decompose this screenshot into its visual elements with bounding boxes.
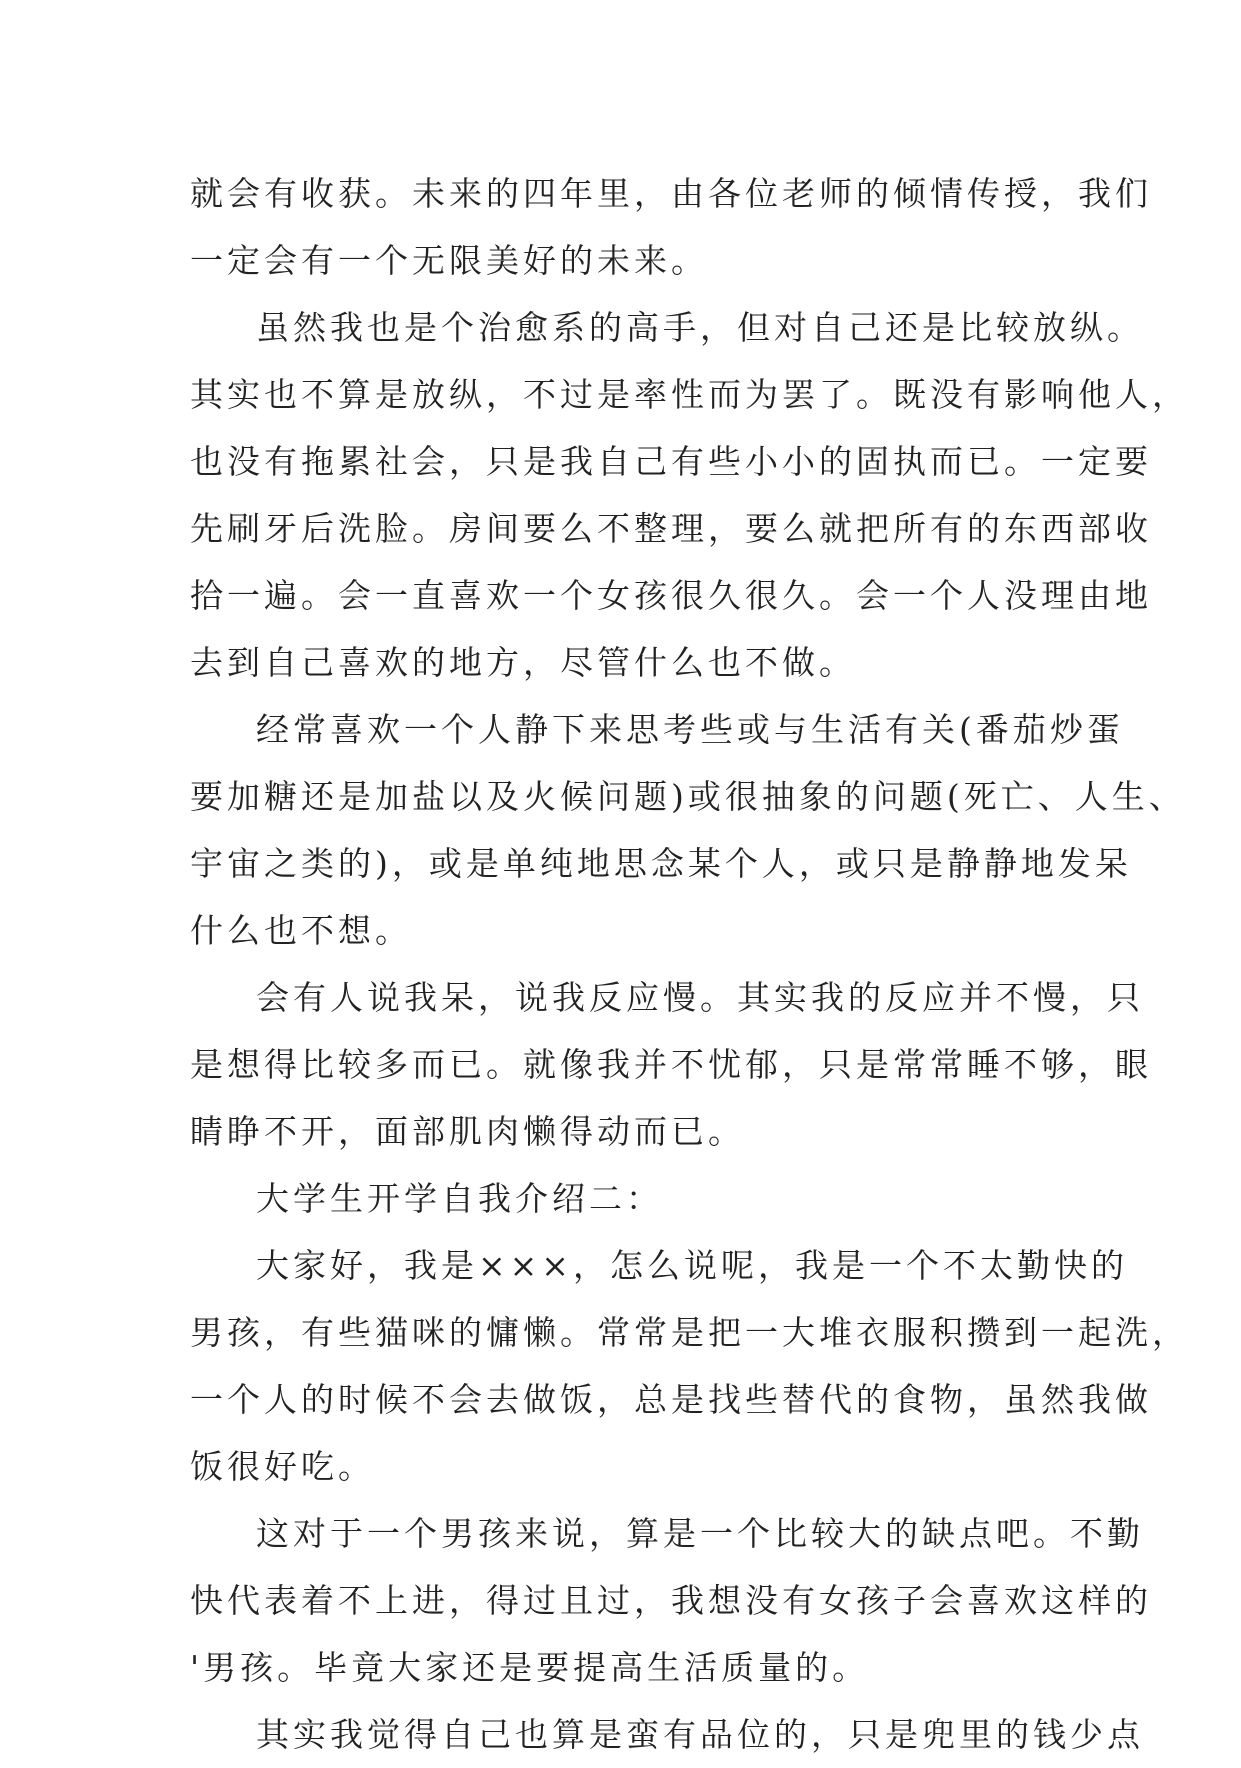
text-line: 是想得比较多而已。就像我并不忧郁，只是常常睡不够，眼 — [190, 1045, 1152, 1084]
body-text — [190, 160, 1189, 1768]
text-line: 先刷牙后洗脸。房间要么不整理，要么就把所有的东西部收 — [190, 509, 1152, 548]
paragraph-start-line: 大家好，我是×××，怎么说呢，我是一个不太勤快的 — [256, 1246, 1128, 1285]
text-line: 宇宙之类的)，或是单纯地思念某个人，或只是静静地发呆 — [190, 844, 1132, 883]
paragraph-start-line: 这对于一个男孩来说，算是一个比较大的缺点吧。不勤 — [256, 1514, 1144, 1553]
paragraph-start-line: 会有人说我呆，说我反应慢。其实我的反应并不慢，只 — [256, 978, 1144, 1017]
text-line: 睛睁不开，面部肌肉懒得动而已。 — [190, 1112, 745, 1151]
text-line: 就会有收获。未来的四年里，由各位老师的倾情传授，我们 — [190, 174, 1152, 213]
text-line: 拾一遍。会一直喜欢一个女孩很久很久。会一个人没理由地 — [190, 576, 1152, 615]
paragraph-start-line: 其实我觉得自己也算是蛮有品位的，只是兜里的钱少点 — [256, 1715, 1144, 1754]
text-line: 饭很好吃。 — [190, 1447, 375, 1486]
text-line: '男孩。毕竟大家还是要提高生活质量的。 — [190, 1648, 870, 1687]
text-line: 其实也不算是放纵，不过是率性而为罢了。既没有影响他人， — [190, 375, 1189, 414]
section-heading: 大学生开学自我介绍二： — [256, 1179, 663, 1218]
text-line: 去到自己喜欢的地方，尽管什么也不做。 — [190, 643, 856, 682]
text-line: 什么也不想。 — [190, 911, 412, 950]
text-line: 也没有拖累社会，只是我自己有些小小的固执而已。一定要 — [190, 442, 1152, 481]
text-line: 一个人的时候不会去做饭，总是找些替代的食物，虽然我做 — [190, 1380, 1152, 1419]
text-line: 一定会有一个无限美好的未来。 — [190, 241, 708, 280]
text-line: 快代表着不上进，得过且过，我想没有女孩子会喜欢这样的 — [190, 1581, 1152, 1620]
text-line: 要加糖还是加盐以及火候问题)或很抽象的问题(死亡、人生、 — [190, 777, 1186, 816]
text-line: 男孩，有些猫咪的慵懒。常常是把一大堆衣服积攒到一起洗， — [190, 1313, 1189, 1352]
paragraph-start-line: 虽然我也是个治愈系的高手，但对自己还是比较放纵。 — [256, 308, 1144, 347]
paragraph-start-line: 经常喜欢一个人静下来思考些或与生活有关(番茄炒蛋 — [256, 710, 1124, 749]
